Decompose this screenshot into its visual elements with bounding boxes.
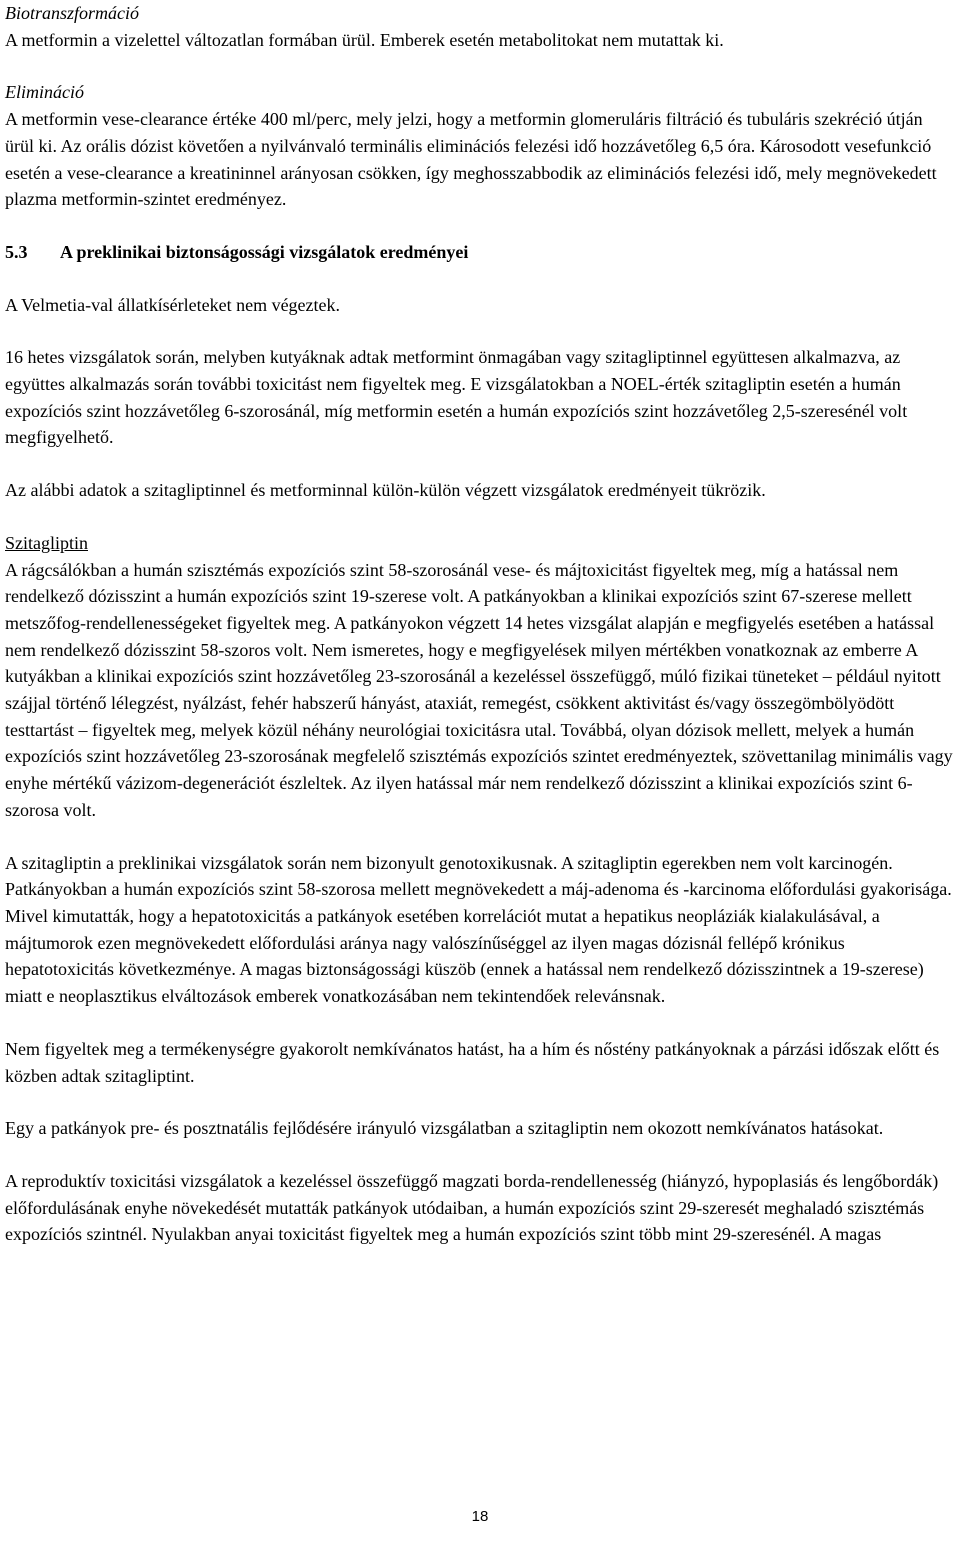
spacer	[5, 824, 955, 850]
spacer	[5, 451, 955, 477]
paragraph-16-week-studies: 16 hetes vizsgálatok során, melyben kutyáknak adtak metformint önmagában vagy szitagliptinnel együttesen alkalmazva, az együttes alkalmazás során további toxicitást nem figyeltek meg. E vizsgálatokban a NOEL-érték szitagliptin esetén a humán expozíciós szint hozzávetőleg 6-szorosánál, míg metformin esetén a humán expozíciós szint hozzávetőleg 2,5-szeresénél volt megfigyelhető.	[5, 347, 908, 448]
biotransformation-heading: Biotranszformáció	[5, 3, 140, 23]
paragraph-velmetia: A Velmetia-val állatkísérleteket nem végeztek.	[5, 294, 341, 315]
sitagliptin-reproductive-paragraph: A reproduktív toxicitási vizsgálatok a kezeléssel összefüggő magzati borda-rendellenesség (hiányzó, hypoplasiás és lengőbordák) előfordulásának enyhe növekedését mutatták patkányok utódaiban, a humán expozíciós szint 29-szeresét meghaladó szisztémás expozíciós szintnél. Nyulakban anyai toxicitást figyeltek meg a humán expozíciós szint több mint 29-szeresénél. A magas	[5, 1170, 939, 1245]
section-title: A preklinikai biztonságossági vizsgálatok eredményei	[60, 241, 469, 262]
sitagliptin-section	[5, 530, 955, 1248]
biotransformation-section	[5, 0, 955, 53]
spacer	[5, 213, 955, 239]
sitagliptin-heading: Szitagliptin	[5, 532, 88, 553]
sitagliptin-postnatal-paragraph: Egy a patkányok pre- és posztnatális fejlődésére irányuló vizsgálatban a szitagliptin nem okozott nemkívánatos hatásokat.	[5, 1118, 884, 1139]
spacer	[5, 504, 955, 530]
spacer	[5, 1089, 955, 1115]
elimination-section	[5, 79, 955, 213]
spacer	[5, 1010, 955, 1036]
spacer	[5, 53, 955, 79]
sitagliptin-toxicity-paragraph: A rágcsálókban a humán szisztémás expozíciós szint 58-szorosánál vese- és májtoxicitást figyeltek meg, míg a hatással nem rendelkező dózisszint a humán expozíciós szint 19-szerese volt. A patkányokban a klinikai expozíciós szint 67-szerese mellett metszőfog-rendellenességeket figyeltek meg. A patkányokon végzett 14 hetes vizsgálat alapján e megfigyelés esetében a hatással nem rendelkező dózisszint 58-szoros volt. Nem ismeretes, hogy e megfigyelések milyen mértékben vonatkoznak az emberre A kutyákban a klinikai expozíciós szint hozzávetőleg 23-szorosánál a kezeléssel összefüggő, múló fizikai tüneteket – például nyitott szájjal történő lélegzést, nyálzást, fehér habszerű hányást, ataxiát, remegést, csökkent aktivitást és/vagy összegömbölyödött testtartást – figyeltek meg, melyek közül néhány neurológiai toxicitásra utal. Továbbá, olyan dózisok mellett, melyek a humán expozíciós szint hozzávetőleg 23-szorosának megfelelő szisztémás expozíciós szintet eredményeztek, szövettanilag minimális vagy enyhe mértékű vázizom-degenerációt észleltek. Az ilyen hatással már nem rendelkező dózisszint a klinikai expozíciós szint 6-szorosa volt.	[5, 559, 953, 820]
elimination-heading: Elimináció	[5, 82, 84, 103]
sitagliptin-fertility-paragraph: Nem figyeltek meg a termékenységre gyakorolt nemkívánatos hatást, ha a hím és nőstény patkányoknak a párzási időszak előtt és közben adtak szitagliptint.	[5, 1038, 940, 1086]
section-number: 5.3	[5, 241, 28, 262]
page-number: 18	[471, 1508, 489, 1525]
elimination-text: A metformin vese-clearance értéke 400 ml/perc, mely jelzi, hogy a metformin glomeruláris filtráció és tubuláris szekréció útján ürül ki. Az orális dózist követően a nyilvánvaló terminális eliminációs felezési idő hozzávetőleg 6,5 óra. Károsodott vesefunkció esetén a vese-clearance a kreatininnel arányosan csökken, így meghosszabbodik az eliminációs felezési idő, mely megnövekedett plazma metformin-szintet eredményez.	[5, 109, 937, 210]
spacer	[5, 1142, 955, 1168]
spacer	[5, 318, 955, 344]
biotransformation-text: A metformin a vizelettel változatlan formában ürül. Emberek esetén metabolitokat nem mutattak ki.	[5, 29, 724, 50]
section-heading	[5, 239, 955, 266]
paragraph-separate-studies: Az alábbi adatok a szitagliptinnel és metforminnal külön-külön végzett vizsgálatok eredményeit tükrözik.	[5, 480, 766, 501]
document-page	[5, 0, 955, 1248]
sitagliptin-genotoxicity-paragraph: A szitagliptin a preklinikai vizsgálatok során nem bizonyult genotoxikusnak. A szitagliptin egerekben nem volt karcinogén. Patkányokban a humán expozíciós szint 58-szorosa mellett megnövekedett a máj-adenoma és -karcinoma előfordulási gyakorisága. Mivel kimutatták, hogy a hepatotoxicitás a patkányok esetében korrelációt mutat a hepatikus neopláziák kialakulásával, a májtumorok ezen megnövekedett előfordulási aránya nagy valószínűséggel az ilyen magas dózisnál fellépő krónikus hepatotoxicitás következménye. A magas biztonságossági küszöb (ennek a hatással nem rendelkező dózisszintnek a 19-szerese) miatt e neoplasztikus elváltozások emberek vonatkozásában nem tekintendőek relevánsnak.	[5, 852, 952, 1007]
spacer	[5, 266, 955, 292]
